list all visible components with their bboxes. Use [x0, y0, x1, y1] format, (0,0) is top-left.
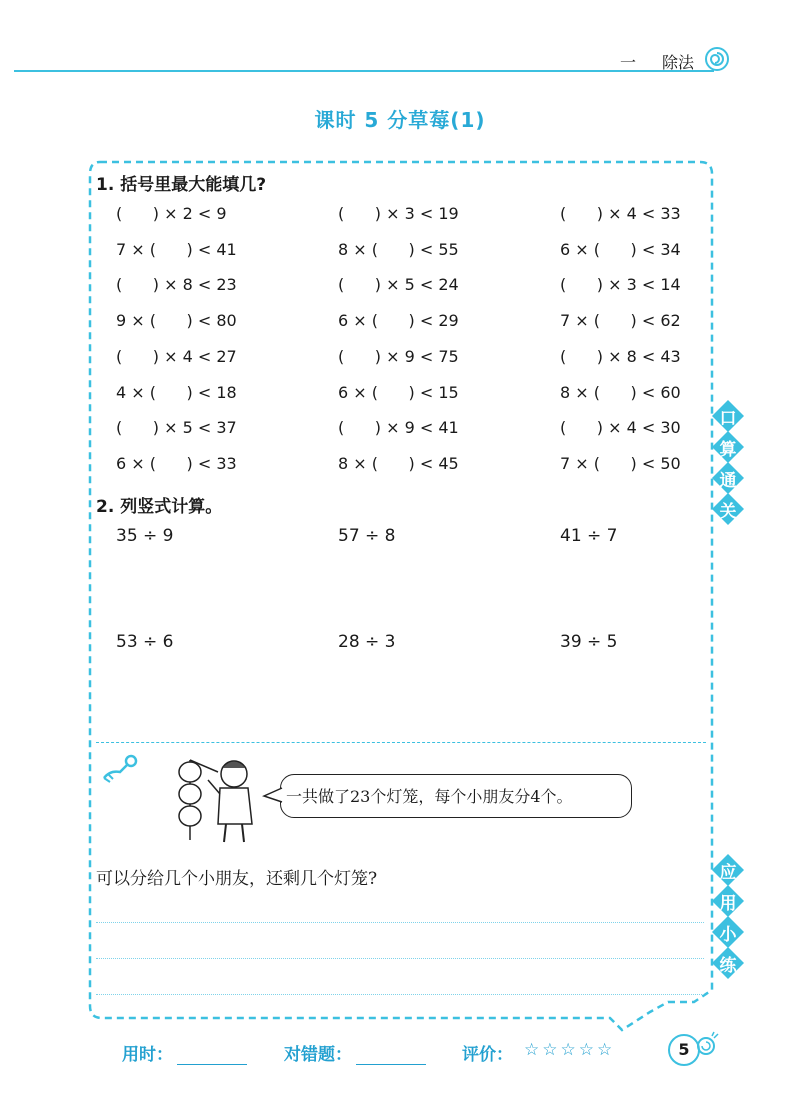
lesson-title: 课时 5 分草莓(1)	[314, 108, 486, 132]
inequality-item[interactable]: ( ) × 8 < 23	[116, 275, 237, 295]
q2-title: 2. 列竖式计算。	[96, 497, 223, 517]
inequality-item[interactable]: ( ) × 5 < 24	[338, 275, 459, 295]
speech-text: 一共做了23个灯笼，每个小朋友分4个。	[286, 787, 573, 806]
rating-field	[462, 1040, 513, 1065]
side-tab-label: 通	[719, 471, 737, 491]
chapter-label	[620, 50, 694, 73]
inequality-item[interactable]: 7 × ( ) < 41	[116, 239, 237, 259]
division-problem: 41 ÷ 7	[560, 526, 618, 546]
inequality-item[interactable]: 6 × ( ) < 29	[338, 311, 459, 331]
inequality-item[interactable]: 6 × ( ) < 34	[560, 239, 681, 259]
inequality-item[interactable]: ( ) × 3 < 14	[560, 275, 681, 295]
side-tab-label: 练	[719, 956, 737, 976]
inequality-item[interactable]: 4 × ( ) < 18	[116, 382, 237, 402]
inequality-item[interactable]: 6 × ( ) < 15	[338, 382, 459, 402]
side-tab-label: 口	[719, 409, 737, 429]
key-icon	[100, 752, 140, 786]
inequality-item[interactable]: 8 × ( ) < 60	[560, 382, 681, 402]
time-blank[interactable]	[177, 1048, 247, 1065]
chapter-dash: 一	[620, 53, 637, 72]
side-tab-label: 用	[719, 894, 737, 914]
q1-title: 1. 括号里最大能填几?	[96, 175, 267, 195]
inequality-item[interactable]: ( ) × 4 < 33	[560, 204, 681, 223]
inequality-item[interactable]: ( ) × 8 < 43	[560, 346, 681, 366]
inequality-item[interactable]: ( ) × 5 < 37	[116, 418, 237, 438]
chapter-title: 除法	[662, 53, 695, 72]
application-question: 可以分给几个小朋友，还剩几个灯笼?	[96, 869, 378, 889]
answer-line	[96, 994, 704, 995]
side-tab-char	[710, 491, 746, 527]
answer-line	[96, 922, 704, 923]
side-tab-char	[710, 945, 746, 981]
inequality-item[interactable]: ( ) × 3 < 19	[338, 204, 459, 223]
inequality-item[interactable]: 8 × ( ) < 45	[338, 453, 459, 473]
correct-label: 对错题：	[284, 1045, 352, 1065]
inequality-item[interactable]: ( ) × 9 < 75	[338, 346, 459, 366]
inequality-item[interactable]: ( ) × 2 < 9	[116, 204, 227, 223]
correct-blank[interactable]	[356, 1048, 426, 1065]
side-tab-label: 应	[719, 863, 737, 883]
section-divider	[96, 742, 706, 743]
inequality-item[interactable]: 7 × ( ) < 50	[560, 453, 681, 473]
division-problem: 39 ÷ 5	[560, 632, 618, 652]
inequality-item[interactable]: 6 × ( ) < 33	[116, 453, 237, 473]
time-label: 用时：	[122, 1045, 173, 1065]
inequality-item[interactable]: 9 × ( ) < 80	[116, 311, 237, 331]
inequality-item[interactable]: 8 × ( ) < 55	[338, 239, 459, 259]
inequality-item[interactable]: 7 × ( ) < 62	[560, 311, 681, 331]
swirl-icon	[704, 46, 730, 72]
side-tab-label: 算	[719, 440, 737, 460]
rating-stars[interactable]: ☆☆☆☆☆	[524, 1040, 616, 1060]
correct-field	[284, 1040, 426, 1065]
division-problem: 53 ÷ 6	[116, 632, 174, 652]
inequality-item[interactable]: ( ) × 9 < 41	[338, 418, 459, 438]
inequality-item[interactable]: ( ) × 4 < 27	[116, 346, 237, 366]
answer-line	[96, 958, 704, 959]
boy-with-lanterns-illustration	[170, 752, 270, 848]
division-problem: 35 ÷ 9	[116, 526, 174, 546]
page-number: 5	[668, 1034, 700, 1066]
side-tab-label: 关	[719, 502, 737, 522]
division-problem: 28 ÷ 3	[338, 632, 396, 652]
division-problem: 57 ÷ 8	[338, 526, 396, 546]
rating-label: 评价：	[462, 1045, 513, 1065]
inequality-item[interactable]: ( ) × 4 < 30	[560, 418, 681, 438]
time-field	[122, 1040, 247, 1065]
header-rule	[14, 70, 714, 72]
side-tab-label: 小	[719, 925, 737, 945]
speech-bubble-tail	[262, 786, 284, 806]
snail-icon	[694, 1030, 720, 1058]
